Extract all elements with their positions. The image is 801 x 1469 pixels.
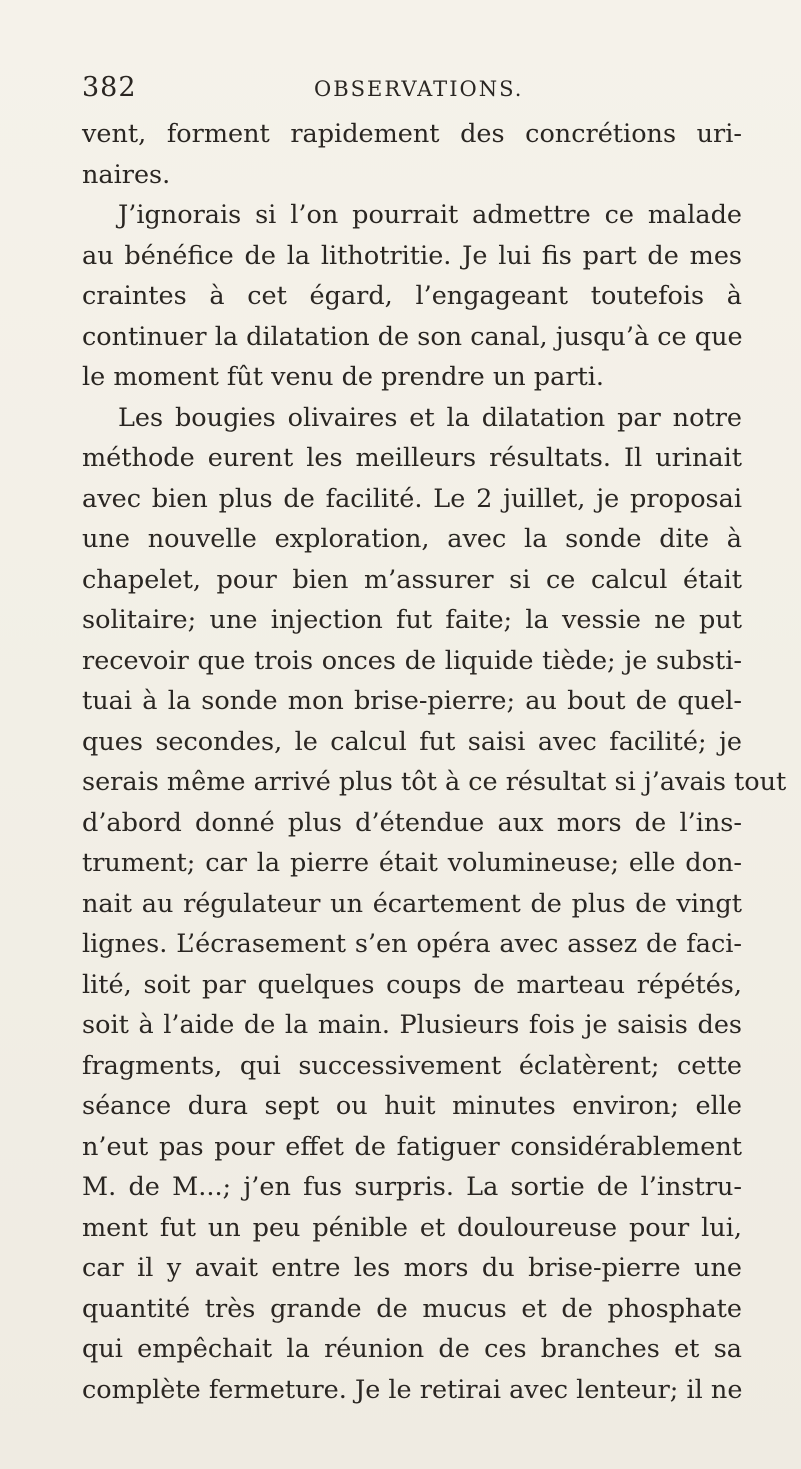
paragraph-start-line: Les bougies olivaires et la dilatation par notre [118,402,742,433]
text-line: chapelet, pour bien m’assurer si ce calcul était [82,564,742,595]
text-line: qui empêchait la réunion de ces branches et sa [82,1334,742,1364]
text-line: soit à l’aide de la main. Plusieurs fois je saisis des [82,1010,742,1040]
text-line: trument; car la pierre était volumineuse; elle don- [82,848,742,878]
text-line: lité, soit par quelques coups de marteau répétés, [82,969,742,1000]
text-line: méthode eurent les meilleurs résultats. Il urinait [82,443,742,473]
text-line: ques secondes, le calcul fut saisi avec facilité; je [82,726,742,757]
text-line: M. de M...; j’en fus surpris. La sortie de l’instru- [82,1172,742,1202]
page-header [82,72,742,112]
text-line: tuai à la sonde mon brise-pierre; au bout de quel- [82,686,742,716]
text-line: nait au régulateur un écartement de plus de vingt [82,888,742,919]
text-line: le moment fût venu de prendre un parti. [82,362,605,392]
page-number: 382 [82,72,137,103]
text-line: ment fut un peu pénible et douloureuse pour lui, [82,1212,742,1243]
text-line: serais même arrivé plus tôt à ce résultat si j’avais tout [82,767,787,797]
text-line: continuer la dilatation de son canal, jusqu’à ce que [82,321,743,352]
text-line: n’eut pas pour effet de fatiguer considérablement [82,1131,742,1162]
paragraph-start-line: J’ignorais si l’on pourrait admettre ce malade [118,200,742,230]
text-line: au bénéfice de la lithotritie. Je lui fis part de mes [82,240,742,271]
text-line: complète fermeture. Je le retirai avec lenteur; il ne [82,1374,743,1405]
running-head: OBSERVATIONS. [314,77,524,101]
text-line: craintes à cet égard, l’engageant toutefois à [82,281,742,311]
text-line: séance dura sept ou huit minutes environ; elle [82,1091,742,1121]
text-line: fragments, qui successivement éclatèrent; cette [82,1050,742,1081]
text-line: quantité très grande de mucus et de phosphate [82,1293,742,1324]
text-line: vent, forment rapidement des concrétions uri- [82,119,742,149]
text-line: naires. [82,159,171,190]
text-line: avec bien plus de facilité. Le 2 juillet, je proposai [82,483,742,514]
text-line: recevoir que trois onces de liquide tiède; je substi- [82,645,742,676]
text-line: d’abord donné plus d’étendue aux mors de l’ins- [82,807,742,838]
text-line: car il y avait entre les mors du brise-pierre une [82,1253,742,1283]
text-line: lignes. L’écrasement s’en opéra avec assez de faci- [82,929,742,959]
text-line: solitaire; une injection fut faite; la vessie ne put [82,605,742,635]
text-line: une nouvelle exploration, avec la sonde dite à [82,524,742,554]
body-text [82,114,787,1410]
